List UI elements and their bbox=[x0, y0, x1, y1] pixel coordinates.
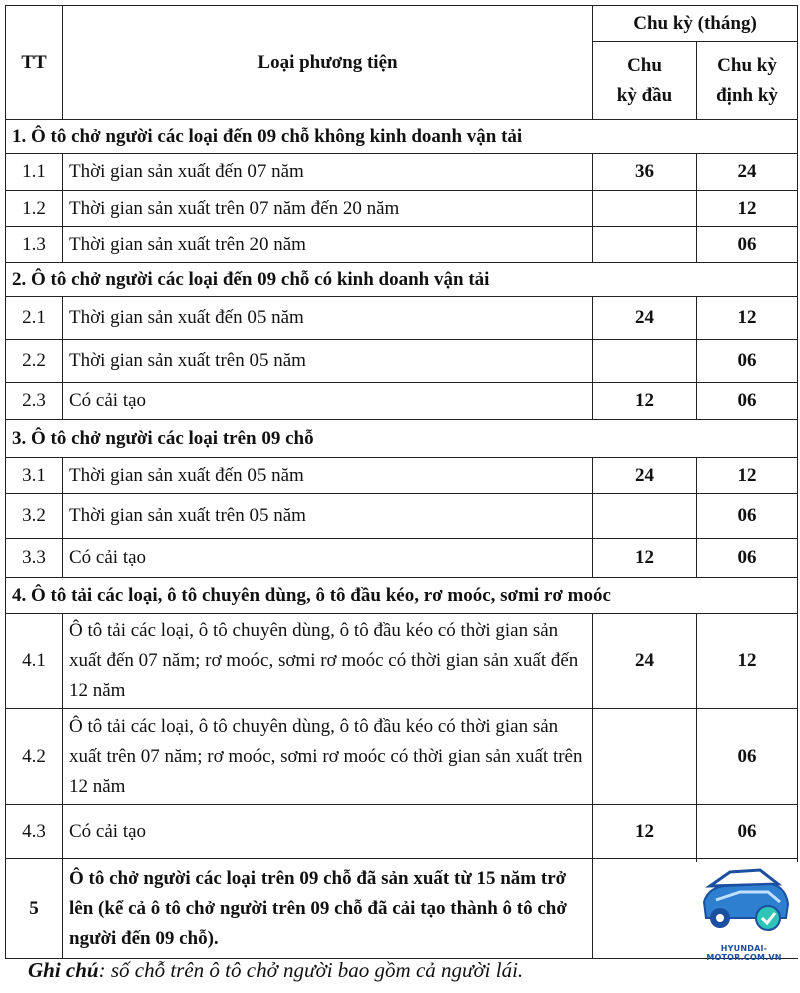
table-row bbox=[6, 227, 798, 263]
row-tt: 1.1 bbox=[6, 154, 63, 191]
table-row bbox=[6, 709, 798, 805]
section-title: 2. Ô tô chở người các loại đến 09 chỗ có kinh doanh vận tải bbox=[6, 263, 798, 297]
table-row bbox=[6, 614, 798, 709]
row-periodic-cycle: 12 bbox=[697, 191, 798, 227]
row-tt: 4.3 bbox=[6, 805, 63, 859]
row-first-cycle: 12 bbox=[593, 539, 697, 578]
row-desc: Ô tô tải các loại, ô tô chuyên dùng, ô tô đầu kéo có thời gian sản xuất đến 07 năm; rơ moóc, sơmi rơ moóc có thời gian sản xuất đến 12 năm bbox=[63, 614, 593, 709]
row-tt: 2.3 bbox=[6, 383, 63, 420]
row-first-cycle: 24 bbox=[593, 297, 697, 340]
header-vehicle-type: Loại phương tiện bbox=[63, 6, 593, 120]
row-desc: Có cải tạo bbox=[63, 805, 593, 859]
table-row bbox=[6, 340, 798, 383]
row-tt: 1.3 bbox=[6, 227, 63, 263]
section-title: 1. Ô tô chở người các loại đến 09 chỗ không kinh doanh vận tải bbox=[6, 120, 798, 154]
section-title: 3. Ô tô chở người các loại trên 09 chỗ bbox=[6, 420, 798, 458]
row-desc: Thời gian sản xuất đến 05 năm bbox=[63, 458, 593, 494]
row-periodic-cycle: 06 bbox=[697, 340, 798, 383]
row-desc: Thời gian sản xuất đến 07 năm bbox=[63, 154, 593, 191]
row-tt: 4.2 bbox=[6, 709, 63, 805]
row-periodic-cycle: 24 bbox=[697, 154, 798, 191]
row-periodic-cycle: 06 bbox=[697, 805, 798, 859]
row-tt: 4.1 bbox=[6, 614, 63, 709]
row-desc: Thời gian sản xuất đến 05 năm bbox=[63, 297, 593, 340]
row-desc: Thời gian sản xuất trên 05 năm bbox=[63, 340, 593, 383]
row-first-cycle: 24 bbox=[593, 458, 697, 494]
header-first-cycle: Chu kỳ đầu bbox=[593, 42, 697, 120]
inspection-cycle-table bbox=[5, 5, 798, 959]
row-first-cycle bbox=[593, 859, 697, 959]
row-first-cycle bbox=[593, 709, 697, 805]
row-tt: 3.1 bbox=[6, 458, 63, 494]
row-periodic-cycle: 06 bbox=[697, 494, 798, 539]
row-first-cycle bbox=[593, 191, 697, 227]
footnote-text: : số chỗ trên ô tô chở người bao gồm cả người lái. bbox=[98, 958, 524, 982]
row-first-cycle bbox=[593, 227, 697, 263]
table-row bbox=[6, 494, 798, 539]
row-desc: Thời gian sản xuất trên 05 năm bbox=[63, 494, 593, 539]
row-desc: Có cải tạo bbox=[63, 383, 593, 420]
row-desc: Thời gian sản xuất trên 20 năm bbox=[63, 227, 593, 263]
row-first-cycle bbox=[593, 494, 697, 539]
watermark-logo bbox=[690, 862, 798, 962]
row-tt: 2.2 bbox=[6, 340, 63, 383]
header-tt: TT bbox=[6, 6, 63, 120]
row-tt: 2.1 bbox=[6, 297, 63, 340]
row-first-cycle: 12 bbox=[593, 383, 697, 420]
section-title: 4. Ô tô tải các loại, ô tô chuyên dùng, ô tô đầu kéo, rơ moóc, sơmi rơ moóc bbox=[6, 578, 798, 614]
row-periodic-cycle: 06 bbox=[697, 227, 798, 263]
row-tt: 5 bbox=[6, 859, 63, 959]
row-periodic-cycle: 06 bbox=[697, 539, 798, 578]
row-first-cycle bbox=[593, 340, 697, 383]
row-desc: Có cải tạo bbox=[63, 539, 593, 578]
table-row bbox=[6, 805, 798, 859]
table-row bbox=[6, 297, 798, 340]
table-row bbox=[6, 539, 798, 578]
header-periodic-cycle: Chu kỳ định kỳ bbox=[697, 42, 798, 120]
row-first-cycle: 36 bbox=[593, 154, 697, 191]
row-periodic-cycle: 12 bbox=[697, 614, 798, 709]
watermark-text: HYUNDAI-MOTOR.COM.VN bbox=[706, 944, 782, 962]
table-row bbox=[6, 458, 798, 494]
row-first-cycle: 24 bbox=[593, 614, 697, 709]
row-desc: Ô tô tải các loại, ô tô chuyên dùng, ô tô đầu kéo có thời gian sản xuất trên 07 năm; rơ moóc, sơmi rơ moóc có thời gian sản xuất trên 12 năm bbox=[63, 709, 593, 805]
row-desc: Thời gian sản xuất trên 07 năm đến 20 năm bbox=[63, 191, 593, 227]
row-first-cycle: 12 bbox=[593, 805, 697, 859]
row-tt: 1.2 bbox=[6, 191, 63, 227]
row-desc: Ô tô chở người các loại trên 09 chỗ đã sản xuất từ 15 năm trở lên (kể cả ô tô chở người trên 09 chỗ đã cải tạo thành ô tô chở người đến 09 chỗ). bbox=[63, 859, 593, 959]
table-row bbox=[6, 191, 798, 227]
row-periodic-cycle: 12 bbox=[697, 458, 798, 494]
car-logo-icon bbox=[690, 862, 798, 944]
table-row bbox=[6, 383, 798, 420]
header-cycle: Chu kỳ (tháng) bbox=[593, 6, 798, 42]
table-row bbox=[6, 154, 798, 191]
row-periodic-cycle: 06 bbox=[697, 709, 798, 805]
footnote-label: Ghi chú bbox=[28, 958, 99, 982]
table-row bbox=[6, 859, 798, 959]
footnote bbox=[28, 958, 523, 983]
row-periodic-cycle: 12 bbox=[697, 297, 798, 340]
row-tt: 3.2 bbox=[6, 494, 63, 539]
row-periodic-cycle: 06 bbox=[697, 383, 798, 420]
row-tt: 3.3 bbox=[6, 539, 63, 578]
